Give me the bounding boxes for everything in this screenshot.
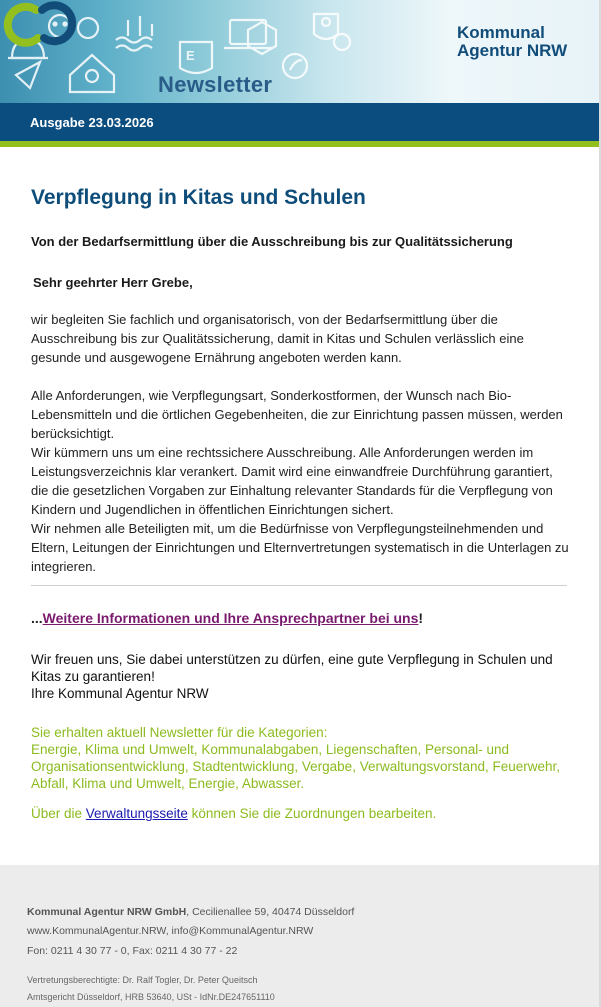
svg-text:E: E (186, 48, 195, 63)
paragraph-1: wir begleiten Sie fachlich und organisatorisch, von der Bedarfsermittlung über die Ausschreibung bis zur Qualitätssicherung, damit in Kitas und Schulen verlässlich eine gesunde und ausgewogene Ernährung angeboten werden kann. (31, 312, 524, 365)
more-info-prefix: ... (31, 610, 43, 626)
footer-phone: Fon: 0211 4 30 77 - 0, Fax: 0211 4 30 77 - 22 (27, 945, 238, 957)
article-body (31, 310, 571, 576)
signature: Ihre Kommunal Agentur NRW (31, 686, 209, 701)
footer-company: Kommunal Agentur NRW GmbH (27, 906, 187, 918)
article-title: Verpflegung in Kitas und Schulen (31, 186, 366, 209)
admin-page-link[interactable]: Verwaltungsseite (85, 806, 188, 821)
issue-date: Ausgabe 23.03.2026 (30, 115, 154, 130)
article (31, 186, 569, 574)
footer-contact (27, 925, 313, 937)
header-banner (0, 0, 601, 103)
paragraph-4: Wir nehmen alle Beteiligten mit, um die Bedürfnisse von Verpflegungsteilnehmenden und Eltern, Leitungen der Einrichtungen und Elternvertretungen systematisch in die Unterlagen zu integrieren. (31, 521, 569, 574)
leaf-icon (283, 54, 307, 78)
footer-representatives: Vertretungsberechtigte: Dr. Ralf Togler, Dr. Peter Queitsch (27, 975, 258, 985)
admin-prefix: Über die (31, 806, 83, 821)
brand-name (457, 24, 567, 60)
footer-separator: , (165, 925, 172, 937)
article-subtitle: Von der Bedarfsermittlung über die Ausschreibung bis zur Qualitätssicherung (31, 234, 513, 249)
more-info (31, 610, 423, 626)
paragraph-3: Wir kümmern uns um eine rechtssichere Ausschreibung. Alle Anforderungen werden im Leistungsverzeichnis klar verankert. Damit wird eine einwandfreie Durchführung garantiert, die die gesetzlichen Vorgaben zur Einhaltung relevanter Standards für die Verpflegung von Kindern und Jugendlichen in öffentlichen Einrichtungen sichert. (31, 445, 553, 517)
closing-line: Wir freuen uns, Sie dabei unterstützen zu dürfen, eine gute Verpflegung in Schulen und Kitas zu garantieren! (31, 652, 553, 684)
subscription-info (31, 724, 571, 792)
footer-address-text: , Cecilienallee 59, 40474 Düsseldorf (186, 906, 355, 918)
kommunal-agentur-logo-icon (0, 0, 82, 50)
water-icon (116, 38, 152, 43)
newsletter-label: Newsletter (158, 72, 273, 97)
closing (31, 651, 576, 702)
package-icon (248, 22, 276, 54)
admin-notice (31, 806, 436, 821)
salutation: Sehr geehrter Herr Grebe, (33, 275, 193, 290)
footer-email-link[interactable]: info@KommunalAgentur.NRW (171, 925, 314, 937)
euro-shield-icon (180, 42, 212, 73)
more-info-suffix: ! (418, 610, 424, 626)
more-info-link[interactable]: Weitere Informationen und Ihre Ansprechpartner bei uns (42, 610, 419, 626)
accent-divider (0, 141, 601, 147)
admin-suffix: können Sie die Zuordnungen bearbeiten. (191, 806, 437, 821)
subscription-categories: Energie, Klima und Umwelt, Kommunalabgaben, Liegenschaften, Personal- und Organisationsentwicklung, Stadtentwicklung, Vergabe, Verwaltungsvorstand, Feuerwehr, Abfall, Klima und Umwelt, Energie, Abwasser. (31, 742, 561, 791)
recycle-icon (334, 34, 350, 50)
brand-name-line1: Kommunal (457, 23, 545, 42)
paragraph-2: Alle Anforderungen, wie Verpflegungsart, Sonderkostformen, der Wunsch nach Bio-Lebensmitteln und die örtlichen Gegebenheiten, die zur Einrichtung passen müssen, werden berücksichtigt. (31, 388, 563, 441)
footer (0, 865, 601, 1007)
footer-website-link[interactable]: www.KommunalAgentur.NRW (27, 925, 166, 937)
house-icon (70, 55, 114, 92)
subscription-intro: Sie erhalten aktuell Newsletter für die Kategorien: (31, 725, 328, 740)
brand-name-line2: Agentur NRW (457, 41, 568, 60)
footer-address (27, 906, 354, 918)
issue-bar (0, 103, 601, 141)
content-divider (31, 585, 567, 586)
footer-register: Amtsgericht Düsseldorf, HRB 53640, USt - IdNr.DE247651110 (27, 992, 275, 1002)
trowel-icon (16, 62, 40, 88)
